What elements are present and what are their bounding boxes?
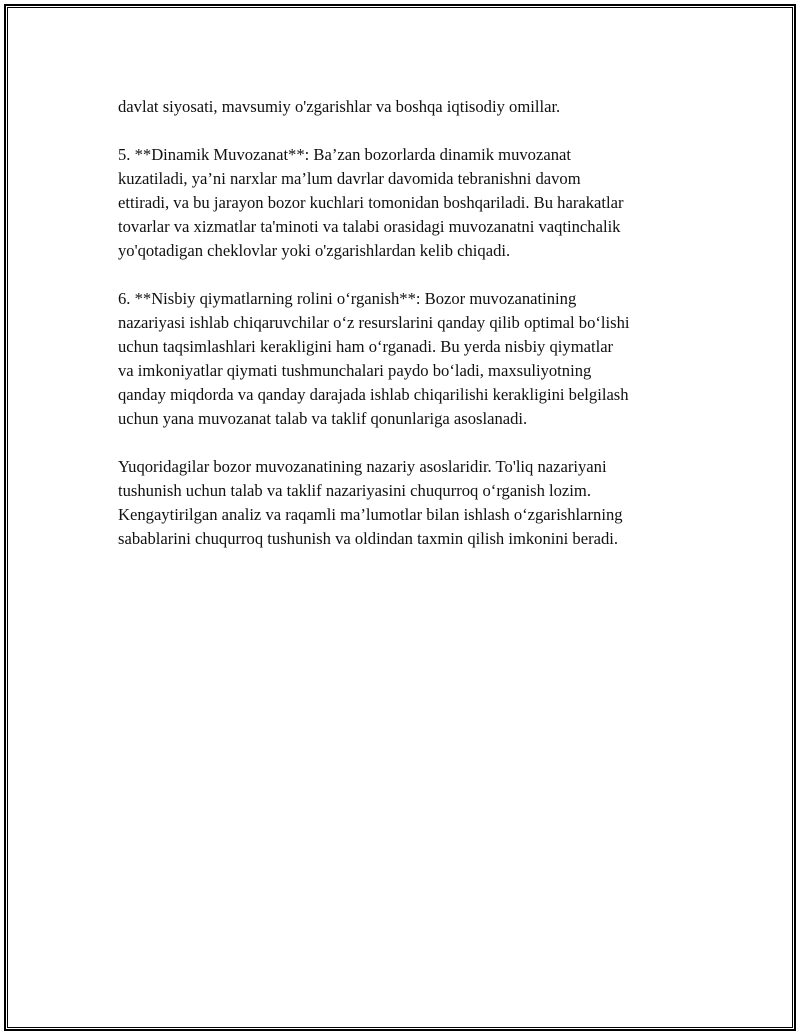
- paragraph-relative-values: 6. **Nisbiy qiymatlarning rolini o‘rganish**: Bozor muvozanatining nazariyasi ishlab chiqaruvchilar o‘z resurslarini qanday qilib optimal bo‘lishi uchun taqsimlashlari kerakligini ham o‘rganadi. Bu yerda nisbiy qiymatlar va imkoniyatlar qiymati tushmunchalari paydo bo‘ladi, maxsuliyotning qanday miqdorda va qanday darajada ishlab chiqarilishi kerakligini belgilash uchun yana muvozanat talab va taklif qonunlariga asoslanadi.: [118, 289, 630, 428]
- document-body: [118, 95, 708, 575]
- paragraph-dynamic-equilibrium: 5. **Dinamik Muvozanat**: Ba’zan bozorlarda dinamik muvozanat kuzatiladi, ya’ni narxlar ma’lum davrlar davomida tebranishni davom ettiradi, va bu jarayon bozor kuchlari tomonidan boshqariladi. Bu harakatlar tovarlar va xizmatlar ta'minoti va talabi orasidagi muvozanatni vaqtinchalik yo'qotadigan cheklovlar yoki o'zgarishlardan kelib chiqadi.: [118, 145, 624, 260]
- paragraph-conclusion: Yuqoridagilar bozor muvozanatining nazariy asoslaridir. To'liq nazariyani tushunish uchun talab va taklif nazariyasini chuqurroq o‘rganish lozim. Kengaytirilgan analiz va raqamli ma’lumotlar bilan ishlash o‘zgarishlarning sabablarini chuqurroq tushunish va oldindan taxmin qilish imkonini beradi.: [118, 457, 623, 548]
- page-frame: [4, 4, 796, 1031]
- paragraph-intro-fragment: davlat siyosati, mavsumiy o'zgarishlar va boshqa iqtisodiy omillar.: [118, 97, 561, 116]
